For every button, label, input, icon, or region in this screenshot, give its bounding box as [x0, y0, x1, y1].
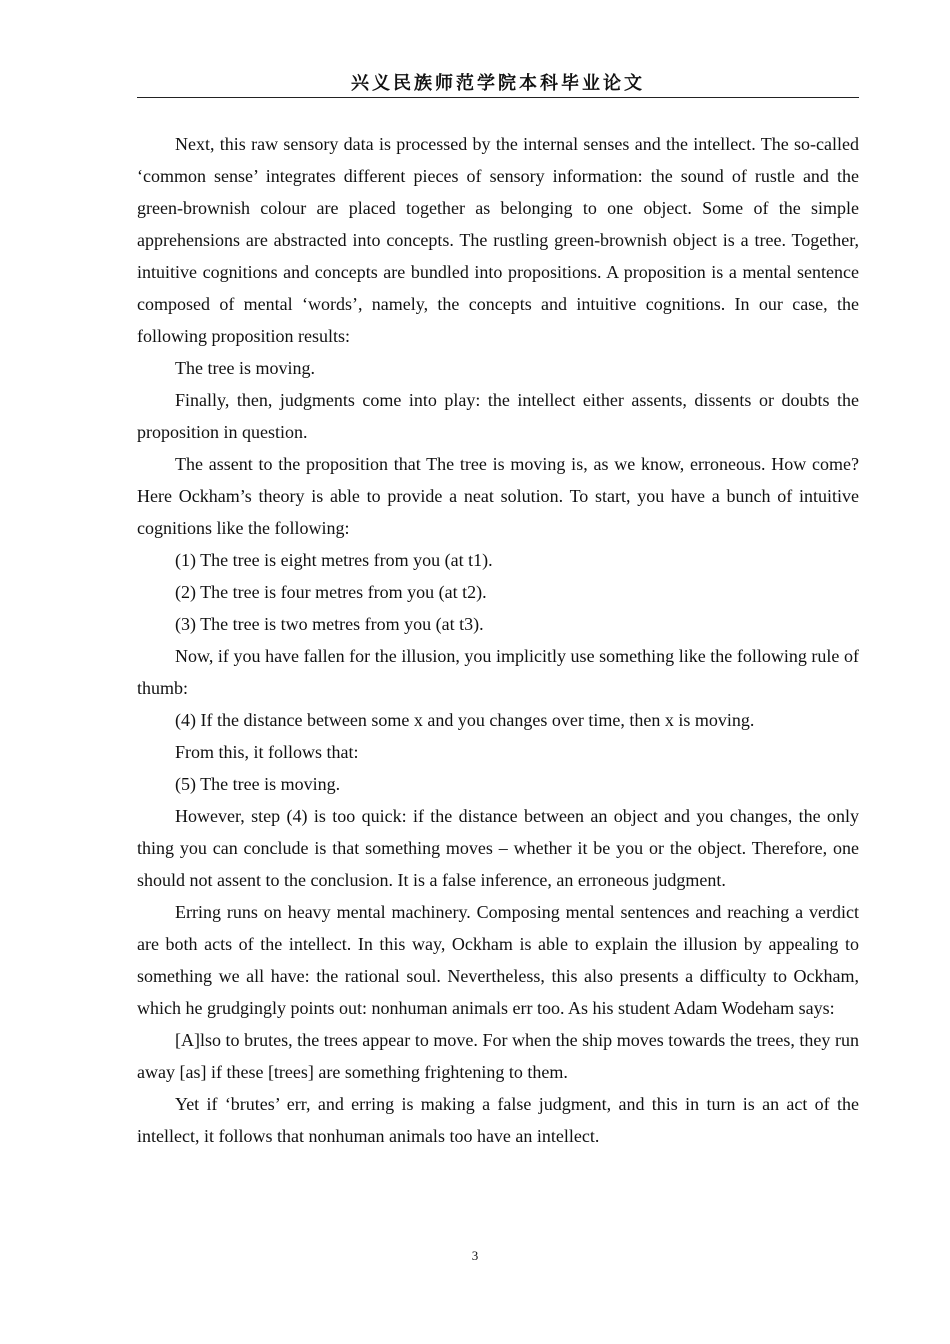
paragraph: Erring runs on heavy mental machinery. Composing mental sentences and reaching a verdict are both acts of the intellect. In this way, Ockham is able to explain the illusion by appealing to something we all have: the rational soul. Nevertheless, this also presents a difficulty to Ockham, which he grudgingly points out: nonhuman animals err too. As his student Adam Wodeham says: — [137, 902, 859, 1018]
paragraph: From this, it follows that: — [175, 742, 359, 762]
paragraph: The assent to the proposition that The tree is moving is, as we know, erroneous. How come? Here Ockham’s theory is able to provide a neat solution. To start, you have a bunch of intuitive cognitions like the following: — [137, 454, 859, 538]
numbered-statement: (2) The tree is four metres from you (at t2). — [175, 582, 487, 602]
paragraph: Now, if you have fallen for the illusion, you implicitly use something like the following rule of thumb: — [137, 646, 859, 698]
paragraph: The tree is moving. — [175, 358, 315, 378]
header-divider — [137, 97, 859, 98]
paragraph: Next, this raw sensory data is processed by the internal senses and the intellect. The so-called ‘common sense’ integrates different pieces of sensory information: the sound of rustle and the green-brownish colour are placed together as belonging to one object. Some of the simple apprehensions are abstracted into concepts. The rustling green-brownish object is a tree. Together, intuitive cognitions and concepts are bundled into propositions. A proposition is a mental sentence composed of mental ‘words’, namely, the concepts and intuitive cognitions. In our case, the following proposition results: — [137, 134, 859, 346]
numbered-statement: (4) If the distance between some x and you changes over time, then x is moving. — [175, 710, 755, 730]
page-header-title: 兴义民族师范学院本科毕业论文 — [351, 73, 645, 94]
paragraph: However, step (4) is too quick: if the distance between an object and you changes, the only thing you can conclude is that something moves – whether it be you or the object. Therefore, one should not assent to the conclusion. It is a false inference, an erroneous judgment. — [137, 806, 859, 890]
quotation: [A]lso to brutes, the trees appear to move. For when the ship moves towards the trees, they run away [as] if these [trees] are something frightening to them. — [137, 1030, 859, 1082]
paragraph: Finally, then, judgments come into play: the intellect either assents, dissents or doubts the proposition in question. — [137, 390, 859, 442]
document-body — [137, 128, 859, 1152]
numbered-statement: (1) The tree is eight metres from you (at t1). — [175, 550, 493, 570]
page-number: 3 — [471, 1248, 479, 1263]
numbered-statement: (5) The tree is moving. — [175, 774, 341, 794]
paragraph: Yet if ‘brutes’ err, and erring is making a false judgment, and this in turn is an act of the intellect, it follows that nonhuman animals too have an intellect. — [137, 1094, 859, 1146]
numbered-statement: (3) The tree is two metres from you (at t3). — [175, 614, 484, 634]
